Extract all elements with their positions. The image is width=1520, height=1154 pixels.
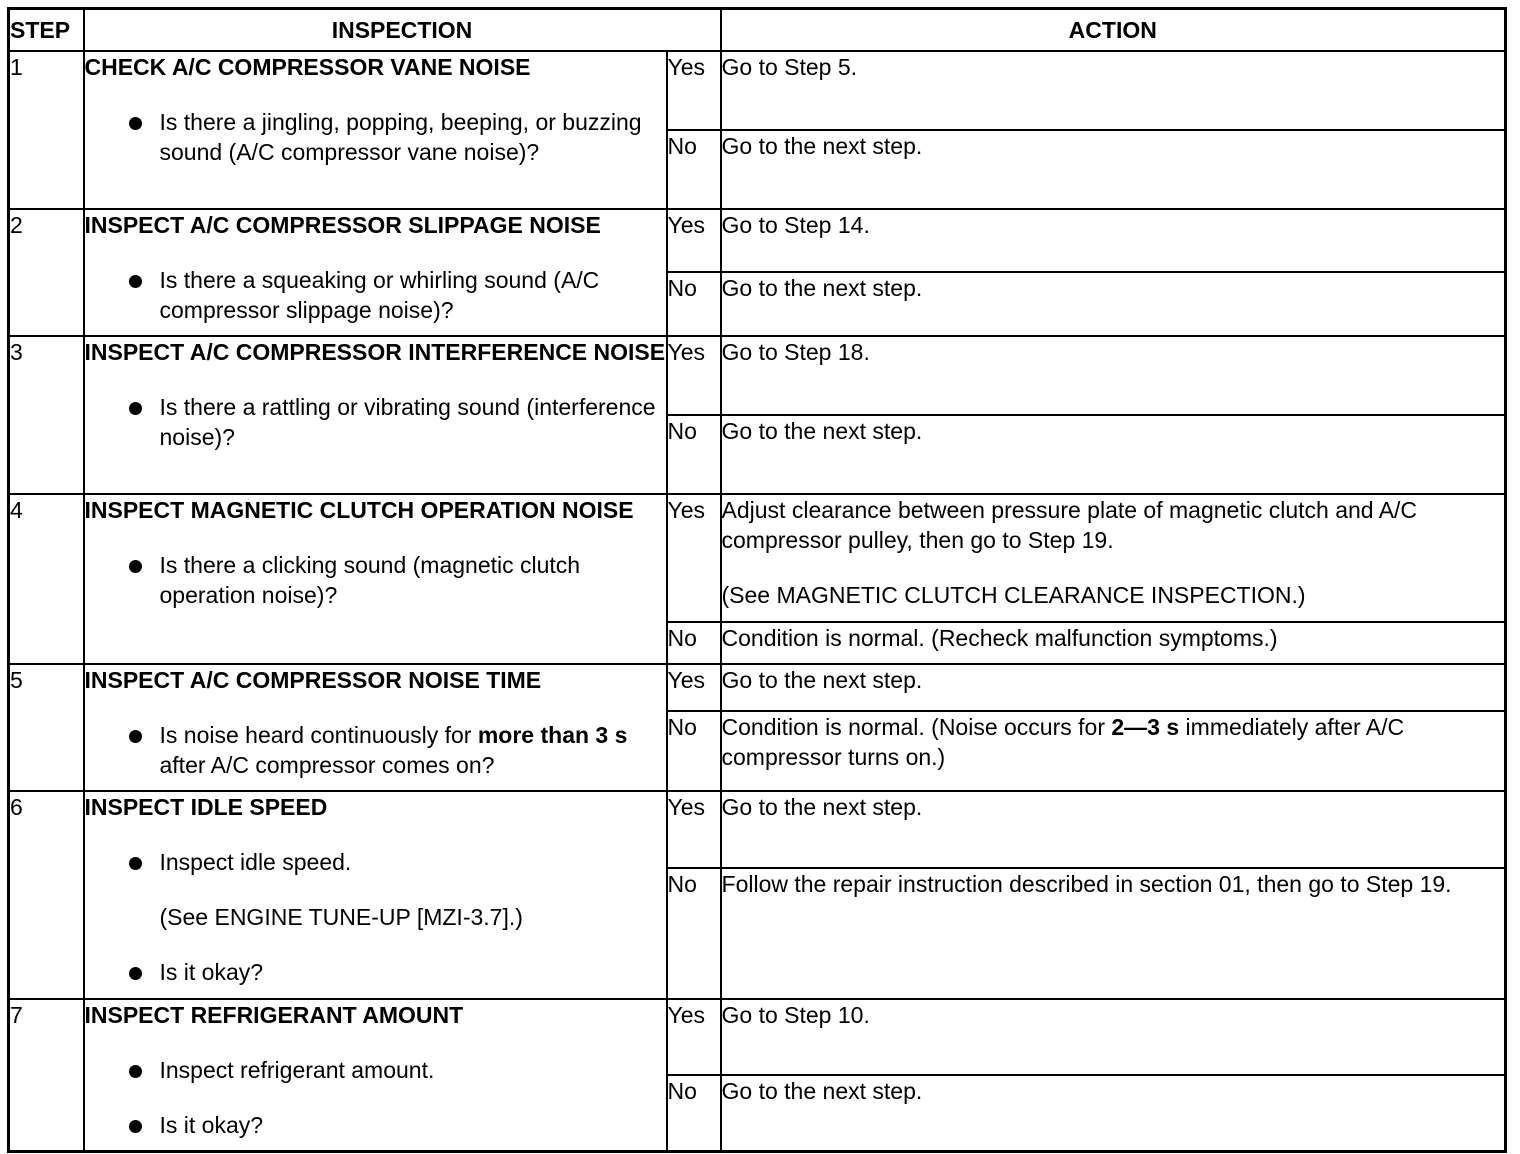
step-row: [9, 494, 1506, 622]
yes-label: Yes: [667, 336, 721, 415]
step-number: 3: [9, 336, 84, 494]
no-action: Go to the next step.: [721, 130, 1506, 209]
bullet-item: Is there a jingling, popping, beeping, or buzzing sound (A/C compressor vane noise)?: [85, 107, 666, 167]
step-number: 7: [9, 999, 84, 1151]
no-action-text: Condition is normal. (Noise occurs for: [721, 714, 1112, 740]
header-inspection: INSPECTION: [84, 9, 721, 52]
bullet-item: Is there a squeaking or whirling sound (A/C compressor slippage noise)?: [85, 265, 666, 325]
yes-label: Yes: [667, 791, 721, 868]
step-inspection: [84, 791, 667, 999]
yes-action: Go to Step 18.: [721, 336, 1506, 415]
step-inspection: [84, 209, 667, 336]
yes-action: Go to the next step.: [721, 664, 1506, 711]
yes-label: Yes: [667, 494, 721, 622]
yes-action: Go to Step 5.: [721, 51, 1506, 130]
step-row: [9, 51, 1506, 130]
step-number: 5: [9, 664, 84, 791]
yes-action: Go to Step 14.: [721, 209, 1506, 272]
bullet-item: Is it okay?: [85, 957, 666, 987]
yes-action: Go to Step 10.: [721, 999, 1506, 1075]
no-label: No: [667, 415, 721, 494]
no-action: Condition is normal. (Recheck malfunction symptoms.): [721, 622, 1506, 664]
bullet-text-end: after A/C compressor comes on?: [159, 752, 495, 778]
no-action: Go to the next step.: [721, 415, 1506, 494]
bullet-item: Is there a clicking sound (magnetic clutch operation noise)?: [85, 550, 666, 610]
no-label: No: [667, 868, 721, 999]
yes-action-text: Adjust clearance between pressure plate of magnetic clutch and A/C compressor pulley, then go to Step 19.: [721, 497, 1418, 553]
step-row: [9, 999, 1506, 1075]
header-row: [9, 9, 1506, 52]
step-row: [9, 336, 1506, 415]
step-number: 1: [9, 51, 84, 209]
step-row: [9, 209, 1506, 272]
yes-label: Yes: [667, 999, 721, 1075]
step-title: INSPECT IDLE SPEED: [84, 794, 328, 820]
step-number: 2: [9, 209, 84, 336]
no-action-text-end: immediately after A/C compressor turns on.): [721, 714, 1405, 770]
no-label: No: [667, 272, 721, 336]
bullet-item: Inspect idle speed.: [85, 847, 666, 877]
header-step: STEP: [9, 9, 84, 52]
no-label: No: [667, 711, 721, 791]
bullet-item: Inspect refrigerant amount.: [85, 1055, 666, 1085]
no-label: No: [667, 622, 721, 664]
step-inspection: [84, 51, 667, 209]
step-row: [9, 791, 1506, 868]
yes-label: Yes: [667, 51, 721, 130]
reference-note: (See ENGINE TUNE-UP [MZI-3.7].): [159, 904, 523, 930]
step-number: 4: [9, 494, 84, 664]
bullet-text: Is noise heard continuously for: [159, 722, 478, 748]
no-action: Follow the repair instruction described in section 01, then go to Step 19.: [721, 868, 1506, 999]
step-inspection: [84, 494, 667, 664]
step-title: INSPECT REFRIGERANT AMOUNT: [84, 1002, 464, 1028]
header-action: ACTION: [721, 9, 1506, 52]
bullet-item: [85, 720, 666, 780]
no-action-emphasis: 2—3 s: [1111, 714, 1180, 740]
step-title: INSPECT A/C COMPRESSOR NOISE TIME: [84, 667, 542, 693]
step-title: INSPECT A/C COMPRESSOR SLIPPAGE NOISE: [84, 212, 601, 238]
no-action: Go to the next step.: [721, 272, 1506, 336]
no-label: No: [667, 1075, 721, 1151]
step-title: INSPECT MAGNETIC CLUTCH OPERATION NOISE: [84, 497, 634, 523]
step-title: CHECK A/C COMPRESSOR VANE NOISE: [84, 54, 531, 80]
step-title: INSPECT A/C COMPRESSOR INTERFERENCE NOISE: [84, 339, 666, 365]
bullet-item: Is there a rattling or vibrating sound (interference noise)?: [85, 392, 666, 452]
step-row: [9, 664, 1506, 711]
yes-label: Yes: [667, 664, 721, 711]
no-label: No: [667, 130, 721, 209]
yes-label: Yes: [667, 209, 721, 272]
step-inspection: [84, 336, 667, 494]
step-inspection: [84, 664, 667, 791]
diagnostic-table: [7, 7, 1507, 1153]
step-number: 6: [9, 791, 84, 999]
bullet-item: Is it okay?: [85, 1110, 666, 1140]
yes-action: [721, 494, 1506, 622]
yes-action-note: (See MAGNETIC CLUTCH CLEARANCE INSPECTION.): [721, 582, 1306, 608]
step-inspection: [84, 999, 667, 1151]
no-action: [721, 711, 1506, 791]
no-action: Go to the next step.: [721, 1075, 1506, 1151]
bullet-emphasis: more than 3 s: [477, 722, 628, 748]
yes-action: Go to the next step.: [721, 791, 1506, 868]
